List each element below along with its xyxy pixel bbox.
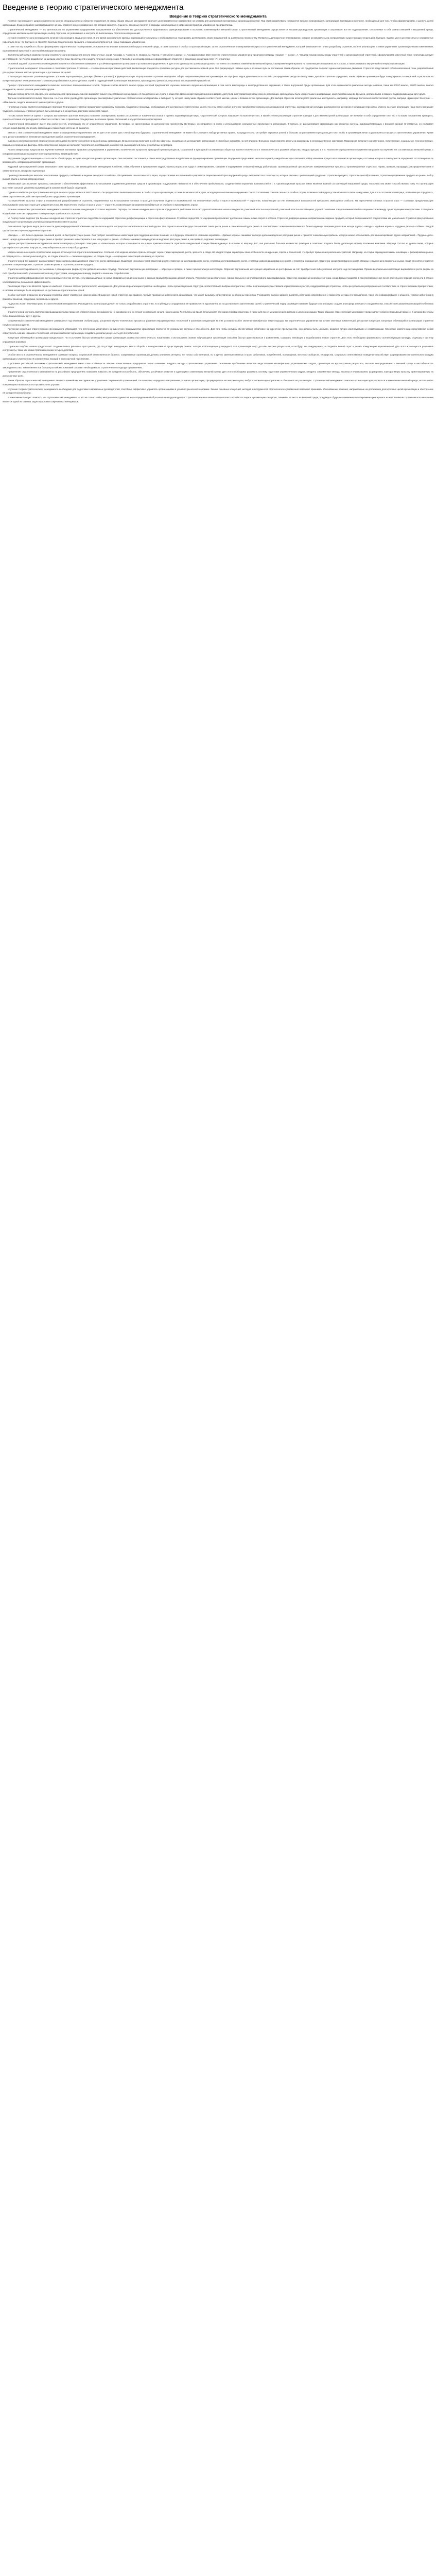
paragraph: Производственный срез включает изготовление продукта, снабжение и ведение складского хозяйства, обслуживание технологического парка, осуществление исследований и разработок. Маркетинговый срез внутренней среды охватывает все те процессы, которые связаны с реализацией продукции: стратегию продукта, стратегию ценообразования, стратегию продвижения продукта на рынке, выбор рынков сбыта и систем распределения.: [3, 174, 433, 181]
paragraph: Стратегический менеджмент имеет ряд особенностей, отличающих его от оперативного управления. Во-первых, он ориентирован на долгосрочную перспективу. Во-вторых, он направлен на поиск и использование конкурентных преимуществ организации. В-третьих, он рассматривает организацию как открытую систему, взаимодействующую с внешней средой. В-четвёртых, он учитывает человеческий фактор как основу организации и важнейший источник её развития.: [3, 123, 433, 129]
paragraph: Одним из ключевых понятий стратегического менеджмента является понятие внешней среды организации. Внешняя среда включает в себя все факторы, находящиеся за пределами организации и способные оказывать на неё влияние. Внешнюю среду принято делить на макросреду и непосредственное окружение. Макросреда включает экономические, политические, социальные, технологические, правовые и природные факторы. Непосредственное окружение включает покупателей, поставщиков, конкурентов, рынок рабочей силы и контактные аудитории.: [3, 140, 433, 147]
paragraph: Особое значение в процессе реализации стратегии имеет управление изменениями. Внедрение новой стратегии, как правило, требует проведения изменений в организации, что может вызывать сопротивление со стороны персонала. Руководство должно заранее выявлять источники сопротивления и применять методы его преодоления, такие как информирование и общение, участие работников в принятии решений, поддержка, переговоры и другие.: [3, 294, 433, 300]
paragraph: Понятие «менеджмент» широко известно во многих специальностях и областях управления. В самом общем смысле менеджмент означает целенаправленное воздействие на систему для достижения поставленных организацией целей. Под этим воздействием понимается процесс планирования, организации, мотивации и контроля, необходимый для того, чтобы сформулировать и достичь целей организации. В данной работе рассматриваются основы стратегического управления, его история развития, сущность, основные понятия и подходы, используемые в современной практике управления предприятиями.: [3, 20, 433, 26]
paragraph: Стратегический менеджмент — это деятельность по управлению предприятием, направленная на обеспечение его долгосрочного и эффективного функционирования в постоянно изменяющейся внешней среде. Стратегический менеджмент осуществляется высшим руководством организации и затрагивает все её подразделения. Он включает в себя анализ внешней и внутренней среды, определение миссии и целей организации, выбор стратегии, её реализацию и контроль за выполнением стратегических решений.: [3, 28, 433, 35]
paragraph: В ответ на эту потребность было сформировано стратегическое планирование, основанное на анализе возможностей и угроз внешней среды, а также сильных и слабых сторон организации. Затем стратегическое планирование переросло в стратегический менеджмент, который охватывает не только разработку стратегии, но и её реализацию, а также управление организационными изменениями, корпоративной культурой и системой мотивации персонала.: [3, 45, 433, 52]
page-title: Введение в теорию стратегического менеджмента: [3, 3, 184, 12]
paragraph: Пятым этапом является оценка и контроль выполнения стратегии. Контроль позволяет своевременно выявить отклонения от намеченных планов и принять корректирующие меры. Стратегический контроль направлен на выяснение того, в какой степени реализация стратегии приводит к достижению целей организации. Он включает в себя определение того, что и по каким показателям проверять, оценку состояния контролируемого объекта в соответствии с принятыми стандартами, выяснение причин отклонений и осуществление корректировки.: [3, 114, 433, 121]
paragraph: Современный стратегический менеджмент развивается под влиянием глобализации, ускорения научно-технического прогресса, развития информационных технологий и усиления конкуренции. В этих условиях особое значение приобретают такие подходы, как стратегическое управление на основе ключевых компетенций, ресурсная концепция, концепция обучающейся организации, стратегии голубого океана и другие.: [3, 319, 433, 326]
paragraph: Четвёртым этапом является реализация стратегии. Реализация стратегии предполагает разработку программ, бюджетов и процедур, необходимых для достижения стратегических целей. На этом этапе особое значение приобретают вопросы организационной структуры, корпоративной культуры, распределения ресурсов и мотивации персонала. Именно на этапе реализации чаще всего возникают трудности, поскольку стратегия должна быть воплощена в конкретных действиях множества людей.: [3, 105, 433, 112]
paragraph: Одним из наиболее распространённых методов анализа среды является SWOT-анализ. Он предполагает выявление сильных и слабых сторон организации, а также возможностей и угроз, исходящих из её внешнего окружения. После составления списков сильных и слабых сторон, возможностей и угроз устанавливаются связи между ними. Для этого составляется матрица, позволяющая определить, какие стратегические действия целесообразно предпринять организации.: [3, 191, 433, 198]
paragraph: Процесс стратегического менеджмента включает несколько взаимосвязанных этапов. Первым этапом является анализ среды, который предполагает изучение внешнего окружения организации, в том числе макросреды и непосредственного окружения, а также внутренней среды организации. Для этого применяются различные методы анализа, такие как PEST-анализ, SWOT-анализ, анализ конкурентов, анализ цепочки ценностей и другие.: [3, 83, 433, 91]
paragraph: Концепция обучающейся организации предполагает, что в условиях быстро меняющейся среды организация должна постоянно учиться, накапливать и использовать знания. Обучающаяся организация способна быстро адаптироваться к изменениям, создавать инновации и вырабатывать новые стратегии. Для этого необходимо формировать соответствующую культуру, структуру и систему управления знаниями.: [3, 336, 433, 343]
paragraph: Лидерство играет ключевую роль в стратегическом менеджменте. Руководитель организации должен не только разрабатывать стратегию, но и убеждать сотрудников в её правильности, вдохновлять их на достижение стратегических целей. Стратегический лидер формирует видение будущего организации, создаёт атмосферу доверия и сотрудничества, способствует развитию инноваций и обучению персонала.: [3, 302, 433, 309]
paragraph: Кадровый срез внутренней среды охватывает такие процессы, как взаимодействие менеджеров и рабочих, найм, обучение и продвижение кадров, оценка результатов труда и стимулирование, создание и поддержание отношений между работниками. Организационный срез включает коммуникационные процессы, организационные структуры, нормы, правила, процедуры, распределение прав и ответственности, иерархию подчинения.: [3, 165, 433, 172]
paragraph: Стратегический менеджмент тесно связан с понятием стратегии. Стратегия — это генеральная программа действий, выявляющая приоритеты проблем и ресурсы для достижения основной цели. Она формулирует главные цели и основные пути их достижения таким образом, что предприятие получает единое направление движения. Стратегия представляет собой комплексный план, разработанный для осуществления миссии организации и достижения её целей.: [3, 66, 433, 74]
paragraph: Модель жизненного цикла отрасли также широко используется в стратегическом анализе. Согласно этой модели, каждая отрасль проходит через стадии зарождения, роста, зрелости и спада. На каждой стадии характерны свои особенности конкуренции, спроса и технологий, что требует применения различных стратегий. Например, на стадии зарождения важны инновации и формирование рынка, на стадии роста — захват рыночной доли, на стадии зрелости — снижение издержек, на стадии спада — сокращение инвестиций или выход из отрасли.: [3, 251, 433, 258]
paragraph: Ресурсная концепция стратегического менеджмента утверждает, что источником устойчивого конкурентного преимущества организации являются её уникальные ресурсы и способности. Для того чтобы ресурсы обеспечивали устойчивое конкурентное преимущество, они должны быть ценными, редкими, трудно имитируемыми и незаменимыми. Ключевые компетенции представляют собой совокупность знаний, навыков и технологий, которые позволяют организации создавать уникальную ценность для потребителей.: [3, 328, 433, 335]
document-page: [0, 0, 436, 404]
paragraph: Третьим этапом является выбор стратегии. На этом этапе руководство организации рассматривает различные стратегические альтернативы и выбирает ту, которая наилучшим образом соответствует миссии, целям и возможностям организации. Для выбора стратегии используются различные инструменты, например, матрица Бостонской консалтинговой группы, матрица «Дженерал Электрик» — «Мак-Кинси», модель жизненного цикла отрасли и другие.: [3, 97, 433, 104]
paragraph: Стратегии диверсифицированного роста реализуются в том случае, если фирмы дальше не могут развиваться на данном рынке с данным продуктом в рамках данной отрасли. Различают концентрическую, горизонтальную и конгломеративную диверсификацию. Стратегии сокращения реализуются тогда, когда фирма нуждается в перегруппировке сил после длительного периода роста или в связи с необходимостью повышения эффективности.: [3, 276, 433, 283]
paragraph: Вторым этапом является определение миссии и целей организации. Миссия выражает смысл существования организации, её предназначение и роль в обществе. Цели конкретизируют миссию в форме, доступной для управления процессом их реализации. Цели должны быть конкретными и измеримыми, ориентированными во времени, достижимыми и взаимно поддерживающими друг друга.: [8, 92, 426, 95]
paragraph: Стратегия голубого океана предполагает создание новых рыночных пространств, где отсутствует конкуренция, вместо борьбы с конкурентами на существующих рынках. Авторы этой концепции утверждают, что организации могут достичь высоких результатов, если будут не конкурировать, а создавать новый спрос и делать конкуренцию нерелевантной. Для этого используются различные инструменты, такие как канва стратегии и схема четырёх действий.: [3, 345, 433, 352]
paragraph: Для анализа портфеля видов деятельности диверсифицированной компании широко используется матрица Бостонской консалтинговой группы. Она строится на основе двух показателей: темпа роста рынка и относительной доли рынка. В соответствии с этими показателями все бизнес-единицы компании делятся на четыре группы: «звёзды», «дойные коровы», «трудные дети» и «собаки». Каждой группе соответствует определённая стратегия.: [3, 225, 433, 232]
paragraph: «Звёзды» — это бизнес-единицы с высокой долей на быстрорастущем рынке. Они требуют значительных инвестиций для поддержания своих позиций, но в будущем становятся «дойными коровами». «Дойные коровы» занимают высокую долю на медленно растущем рынке и приносят значительную прибыль, которую можно использовать для финансирования других направлений. «Трудные дети» имеют низкую долю на быстрорастущем рынке и требуют решения: инвестировать в них или уходить с рынка. «Собаки» занимают низкую долю на медленно растущем рынке и, как правило, подлежат ликвидации.: [3, 233, 433, 241]
paragraph: Финансовый срез включает процессы, связанные с обеспечением эффективного использования и движения денежных средств в организации: поддержание ликвидности и обеспечение прибыльности, создание инвестиционных возможностей и т. п. Организационная культура также является важной составляющей внутренней среды, поскольку она может способствовать тому, что организация выступает сильной, устойчиво выживающей в конкурентной борьбе структурой.: [3, 182, 433, 190]
paragraph: История стратегического менеджмента начинается в середине двадцатого века. В это время руководители крупных корпораций столкнулись с необходимостью планировать деятельность своих предприятий на длительную перспективу. Появилось долгосрочное планирование, которое основывалось на экстраполяции существующих тенденций в будущее. Однако уже в шестидесятые и семидесятые годы стало ясно, что будущее не является простым продолжением прошлого, и возникла потребность в новых подходах к управлению.: [3, 37, 433, 43]
paragraph: Стратегический контроль является завершающим этапом процесса стратегического менеджмента, но одновременно он служит основой для начала нового цикла. Результаты контроля используются для корректировки стратегии, а также для внесения изменений в миссию и цели организации. Таким образом, стратегический менеджмент представляет собой непрерывный процесс, в котором все этапы тесно взаимосвязаны друг с другом.: [3, 311, 433, 317]
section-heading: Введение в теорию стратегического менеджмента: [169, 14, 267, 19]
paragraph: В условиях российской экономики стратегический менеджмент имеет свои особенности. Многие отечественные предприятия только начинают внедрять методы стратегического управления. Основными проблемами являются недостаточная квалификация управленческих кадров, ориентация на краткосрочные результаты, высокая неопределённость внешней среды и нестабильность законодательства. Тем не менее всё больше российских компаний осознают необходимость стратегического подхода к управлению.: [3, 362, 433, 369]
document-body: [3, 19, 433, 404]
paragraph: Основной задачей стратегического менеджмента является обеспечение выживания и устойчивого развития организации в условиях неопределённости. Для этого руководство организации должно постоянно отслеживать изменения во внешней среде, своевременно реагировать на появляющиеся возможности и угрозы, а также развивать внутренний потенциал организации.: [8, 62, 405, 65]
paragraph: Вместе с тем стратегический менеджмент имеет и определённые ограничения. Он не даёт и не может дать точной картины будущего. Стратегический менеджмент не может быть сведён к набору рутинных правил, процедур и схем. Он требует огромных усилий и больших затрат времени и ресурсов для того, чтобы в организации начал осуществляться процесс стратегического управления. Кроме того, резко усиливаются негативные последствия ошибок стратегического предвидения.: [3, 131, 433, 138]
paragraph: Реализация стратегии является одним из наиболее сложных этапов стратегического менеджмента. Для успешной реализации стратегии необходимо, чтобы организационная структура соответствовала выбранной стратегии, чтобы в организации существовала корпоративная культура, поддерживающая стратегию, чтобы ресурсы были распределены в соответствии со стратегическими приоритетами, а система мотивации была направлена на достижение стратегических целей.: [3, 285, 433, 292]
paragraph: М. Портер также выделил три базовые конкурентные стратегии: стратегию лидерства по издержкам, стратегию дифференциации и стратегию фокусирования. Стратегия лидерства по издержкам предполагает достижение самых низких затрат в отрасли. Стратегия дифференциации направлена на создание продукта, который воспринимается покупателями как уникальный. Стратегия фокусирования предполагает концентрацию усилий на определённом сегменте рынка.: [3, 216, 433, 224]
paragraph: В заключение следует отметить, что стратегический менеджмент — это не только набор методов и инструментов, но и определённый образ мышления руководителя. Стратегическое мышление предполагает способность видеть организацию как целое, понимать её место во внешней среде, предвидеть будущие изменения и своевременно реагировать на них. Развитие стратегического мышления является одной из главных задач подготовки современных менеджеров.: [3, 396, 433, 403]
paragraph: Значительный вклад в развитие теории стратегического менеджмента внесли такие учёные, как И. Ансофф, А. Чандлер, К. Эндрюс, М. Портер, Г. Минцберг и другие. И. Ансофф впервые ввёл понятие стратегического управления и предложил матрицу «продукт — рынок». А. Чандлер показал связь между стратегией и организационной структурой, сформулировав известный тезис «структура следует за стратегией». М. Портер разработал концепцию конкурентных преимуществ и модель пяти сил конкуренции. Г. Минцберг исследовал процесс формирования стратегий и предложил концепцию пяти «П» стратегии.: [3, 54, 433, 61]
paragraph: Внутренняя среда организации — это та часть общей среды, которая находится в рамках организации. Она оказывает постоянное и самое непосредственное воздействие на функционирование организации. Внутренняя среда имеет несколько срезов, каждый из которых включает набор ключевых процессов и элементов организации, состояние которых в совокупности определяет тот потенциал и те возможности, которыми располагает организация.: [3, 157, 433, 164]
paragraph: На пересечении сильных сторон и возможностей разрабатываются стратегии, направленные на использование сильных сторон для получения отдачи от возможностей. На пересечении слабых сторон и возможностей — стратегии, позволяющие за счёт появившихся возможностей преодолеть имеющиеся слабости. На пересечении сильных сторон и угроз — стратегии, предполагающие использование сильных сторон для устранения угроз. На пересечении слабых сторон и угроз — стратегии, позволяющие одновременно избавиться от слабости и предотвратить угрозу.: [3, 199, 433, 207]
paragraph: Изучение теории стратегического менеджмента необходимо для подготовки современных руководителей, способных эффективно управлять организациями в условиях рыночной экономики. Знание основных концепций, методов и инструментов стратегического управления позволяет принимать обоснованные решения, направленные на достижение долгосрочных целей организации и обеспечение её конкурентоспособности.: [3, 387, 433, 395]
paragraph: Важным элементом стратегического менеджмента является анализ конкуренции. Согласно модели М. Портера, состояние конкуренции в отрасли определяется действием пяти сил: угрозой появления новых конкурентов, рыночной властью покупателей, рыночной властью поставщиков, угрозой появления товаров-заменителей и соперничеством между существующими конкурентами. Совокупное воздействие этих сил определяет потенциальную прибыльность отрасли.: [3, 208, 433, 215]
paragraph: Применение стратегического менеджмента на российских предприятиях позволяет повысить их конкурентоспособность, обеспечить устойчивое развитие и адаптацию к изменениям внешней среды. Для этого необходимо развивать систему подготовки управленческих кадров, внедрять современные методы анализа и планирования, формировать корпоративную культуру, ориентированную на долгосрочные цели.: [3, 370, 433, 378]
paragraph: Особое место в стратегическом менеджменте занимают вопросы социальной ответственности бизнеса. Современные организации должны учитывать интересы не только собственников, но и других заинтересованных сторон: работников, потребителей, поставщиков, местных сообществ, государства. Социально ответственное поведение способствует формированию положительного имиджа организации и укреплению её конкурентных позиций в долгосрочной перспективе.: [3, 353, 433, 360]
paragraph: Анализ макросреды предполагает изучение влияния экономики, правового регулирования и управления, политических процессов, природной среды и ресурсов, социальной и культурной составляющих общества, научно-технического и технологического развития общества, инфраструктуры и т. п. Анализ непосредственного окружения направлен на изучение тех составляющих внешней среды, с которыми организация находится в непосредственном взаимодействии.: [3, 148, 433, 155]
paragraph: Таким образом, стратегический менеджмент является важнейшим инструментом управления современной организацией. Он позволяет определить направление развития организации, сформулировать её миссию и цели, выбрать оптимальную стратегию и обеспечить её реализацию. Стратегический менеджмент помогает организации адаптироваться к изменениям внешней среды, использовать появляющиеся возможности и противостоять угрозам.: [3, 379, 433, 386]
paragraph: Другим распространённым инструментом является матрица «Дженерал Электрик» — «Мак-Кинси», которая основывается на оценке привлекательности отрасли и конкурентной позиции бизнес-единицы. В отличие от матрицы БКГ, она учитывает большее количество факторов и позволяет получить более детальную картину положения компании. Матрица состоит из девяти ячеек, которые группируются в три зоны: зону роста, зону избирательности и зону сбора урожая.: [3, 242, 433, 249]
paragraph: Стратегии интегрированного роста связаны с расширением фирмы путём добавления новых структур. Различают вертикальную интеграцию — обратную и прямую, а также горизонтальную интеграцию. Обратная вертикальная интеграция направлена на рост фирмы за счёт приобретения либо усиления контроля над поставщиками. Прямая вертикальная интеграция выражается в росте фирмы за счёт приобретения либо усиления контроля над структурами, находящимися между фирмой и конечным потребителем.: [3, 268, 433, 275]
paragraph: В литературе выделяют различные уровни стратегии: корпоративную, деловую (бизнес-стратегию) и функциональную. Корпоративная стратегия определяет общее направление развития организации, её портфель видов деятельности и способы распределения ресурсов между ними. Деловая стратегия определяет, каким образом организация будет конкурировать в конкретной отрасли или на конкретном рынке. Функциональные стратегии разрабатываются для отдельных служб и подразделений организации: маркетинга, производства, финансов, персонала, исследований и разработок.: [3, 75, 433, 82]
paragraph: Стратегический менеджмент рассматривает также вопросы формирования стратегии роста организации. Выделяют несколько типов стратегий роста: стратегии концентрированного роста, стратегии интегрированного роста, стратегии диверсифицированного роста и стратегии сокращения. Стратегии концентрированного роста связаны с изменением продукта и рынка. Сюда относятся стратегия усиления позиции на рынке, стратегия развития рынка и стратегия развития продукта.: [3, 259, 433, 266]
